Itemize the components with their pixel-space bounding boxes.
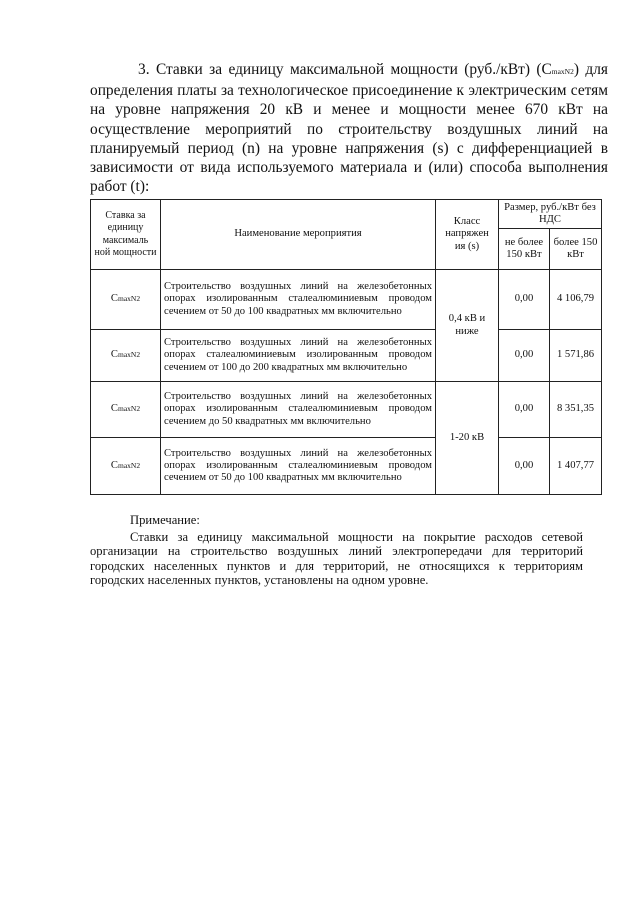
table-row (91, 270, 602, 330)
intro-paragraph (90, 60, 608, 196)
intro-subscript: maxN2 (551, 67, 574, 76)
value-le150: 0,00 (499, 270, 550, 330)
table-row (91, 438, 602, 495)
table-row (91, 330, 602, 382)
header-gt150: более 150 кВт (550, 229, 602, 270)
header-le150: не более 150 кВт (499, 229, 550, 270)
header-rate: Ставка за единицу максималь ной мощности (91, 200, 161, 270)
note-title: Примечание: (130, 513, 200, 527)
header-size: Размер, руб./кВт без НДС (499, 200, 602, 229)
row-description: Строительство воздушных линий на железобетонных опорах изолированным сталеалюминиевым проводом сечением до 50 квадратных мм включительно (161, 382, 436, 438)
rate-code: СmaxN2 (91, 330, 161, 382)
rate-code: СmaxN2 (91, 270, 161, 330)
row-description: Строительство воздушных линий на железобетонных опорах изолированным сталеалюминиевым проводом сечением от 50 до 100 квадратных мм включительно (161, 270, 436, 330)
rate-code: СmaxN2 (91, 382, 161, 438)
header-name: Наименование мероприятия (161, 200, 436, 270)
row-description: Строительство воздушных линий на железобетонных опорах изолированным сталеалюминиевым проводом сечением от 50 до 100 квадратных мм включительно (161, 438, 436, 495)
value-gt150: 4 106,79 (550, 270, 602, 330)
table-header-row (91, 200, 602, 229)
value-le150: 0,00 (499, 330, 550, 382)
voltage-group-low: 0,4 кВ и ниже (436, 270, 499, 382)
value-gt150: 8 351,35 (550, 382, 602, 438)
value-gt150: 1 571,86 (550, 330, 602, 382)
note-text: Ставки за единицу максимальной мощности на покрытие расходов сетевой организации на строительство воздушных линий электропередачи для территорий городских населенных пунктов и для территорий, не относящихся к территориям городских населенных пунктов, установлены на одном уровне. (90, 530, 583, 588)
value-le150: 0,00 (499, 382, 550, 438)
intro-text-before: 3. Ставки за единицу максимальной мощности (руб./кВт) (С (138, 61, 552, 78)
voltage-group-high: 1-20 кВ (436, 382, 499, 495)
rates-table (90, 199, 602, 495)
intro-text-after: ) для определения платы за технологическое присоединение к электрическим сетям на уровне напряжения 20 кВ и менее и мощности менее 670 кВт на осуществление мероприятий по строительству воздушных линий на планируемый период (n) на уровне напряжения (s) с дифференциацией в зависимости от вида используемого материала и (или) способа выполнения работ (t): (90, 61, 608, 196)
value-gt150: 1 407,77 (550, 438, 602, 495)
table-row (91, 382, 602, 438)
row-description: Строительство воздушных линий на железобетонных опорах сталеалюминиевым изолированным проводом сечением от 100 до 200 квадратных мм включительно (161, 330, 436, 382)
rate-code: СmaxN2 (91, 438, 161, 495)
header-voltage-class: Класс напряжен ия (s) (436, 200, 499, 270)
value-le150: 0,00 (499, 438, 550, 495)
